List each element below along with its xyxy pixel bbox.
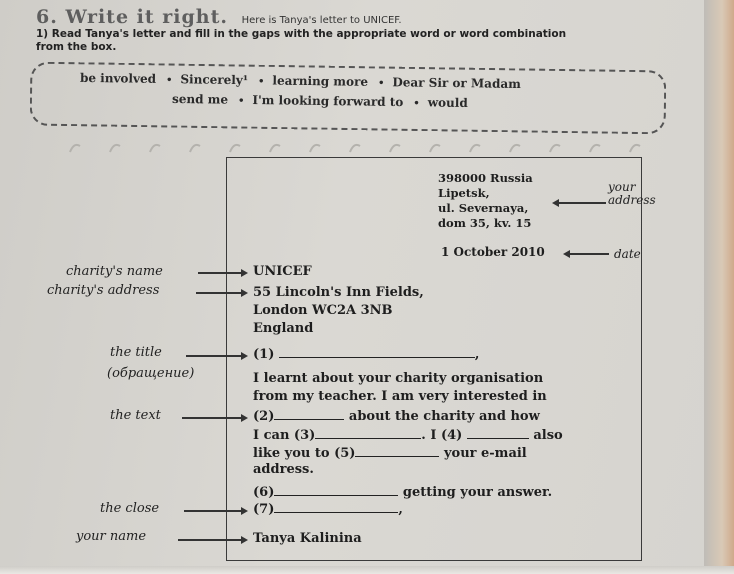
word-box-row-1: be involved • Sincerely¹ • learning more • Dear Sir or Madam: [79, 70, 521, 92]
address-line: ul. Severnaya,: [438, 201, 529, 215]
charity-address: [253, 284, 424, 338]
title-arrow: [186, 355, 246, 357]
blank-5[interactable]: [355, 445, 439, 457]
blank-7[interactable]: [274, 501, 398, 513]
the-title-label: the title: [110, 345, 162, 360]
your-name-label: your name: [76, 529, 147, 544]
address-line: dom 35, kv. 15: [438, 216, 532, 230]
gap-1: (1): [253, 347, 275, 362]
date-label: date: [614, 247, 641, 261]
exercise-heading: [36, 6, 402, 28]
close-arrow: [184, 510, 246, 512]
address-line: Lipetsk,: [438, 186, 490, 200]
charity-name-arrow: [198, 272, 246, 274]
body-line-5: like you to (5) your e-mail: [253, 446, 527, 461]
body-line-2: from my teacher. I am very interested in: [253, 389, 547, 404]
name-arrow: [178, 539, 246, 541]
word-box-row-2: send me • I'm looking forward to • would: [171, 91, 468, 110]
instruction-line-2: from the box.: [36, 41, 117, 53]
charity-address-line: 55 Lincoln's Inn Fields,: [253, 285, 424, 300]
decorative-ribbon: [60, 138, 660, 156]
charity-address-label: charity's address: [47, 283, 160, 298]
gap-2: (2): [253, 409, 275, 424]
your-address-arrow: [554, 202, 606, 204]
exercise-title: Write it right.: [65, 6, 228, 28]
word-option: would: [427, 95, 468, 110]
blank-4[interactable]: [467, 427, 529, 439]
blank-3[interactable]: [315, 427, 421, 439]
page-bottom-edge: [0, 566, 734, 574]
page-edge: [704, 0, 734, 574]
body-line-3: (2) about the charity and how: [253, 409, 540, 424]
blank-2[interactable]: [274, 408, 344, 420]
charity-address-line: London WC2A 3NB: [253, 303, 393, 318]
word-option: I'm looking forward to: [252, 92, 404, 110]
sender-address: [438, 171, 533, 231]
blank-1[interactable]: [279, 346, 475, 358]
text-arrow: [182, 417, 246, 419]
charity-name: UNICEF: [253, 264, 312, 279]
exercise-instruction: [36, 28, 676, 54]
blank-6[interactable]: [274, 484, 398, 496]
gap-6: (6): [253, 485, 275, 500]
exercise-subtitle: Here is Tanya's letter to UNICEF.: [241, 15, 402, 26]
body-line-4: I can (3) . I (4) also: [253, 428, 563, 443]
word-option: be involved: [79, 70, 157, 86]
gap-7: (7): [253, 502, 275, 517]
title-line: (1) ,: [253, 347, 480, 362]
exercise-number: 6.: [36, 6, 58, 28]
instruction-line-1: 1) Read Tanya's letter and fill in the gaps with the appropriate word or word combination: [36, 28, 567, 40]
letter-date: 1 October 2010: [441, 245, 545, 259]
the-text-label: the text: [110, 408, 161, 423]
close-line: (7) ,: [253, 502, 403, 517]
sender-name: Tanya Kalinina: [253, 531, 362, 546]
word-option: Dear Sir or Madam: [392, 75, 521, 92]
charity-address-arrow: [196, 292, 246, 294]
date-arrow: [565, 253, 609, 255]
address-line: 398000 Russia: [438, 171, 533, 185]
charity-address-line: England: [253, 321, 314, 336]
body-line-6: address.: [253, 462, 314, 477]
charity-name-label: charity's name: [66, 264, 163, 279]
closing-line: (6) getting your answer.: [253, 485, 553, 500]
word-option: Sincerely¹: [180, 72, 249, 88]
the-title-ru-label: (обращение): [107, 366, 195, 381]
word-option: learning more: [272, 73, 369, 89]
word-option: send me: [171, 91, 229, 107]
the-close-label: the close: [100, 501, 160, 516]
body-line-1: I learnt about your charity organisation: [253, 371, 544, 386]
your-address-label: your address: [608, 180, 656, 207]
